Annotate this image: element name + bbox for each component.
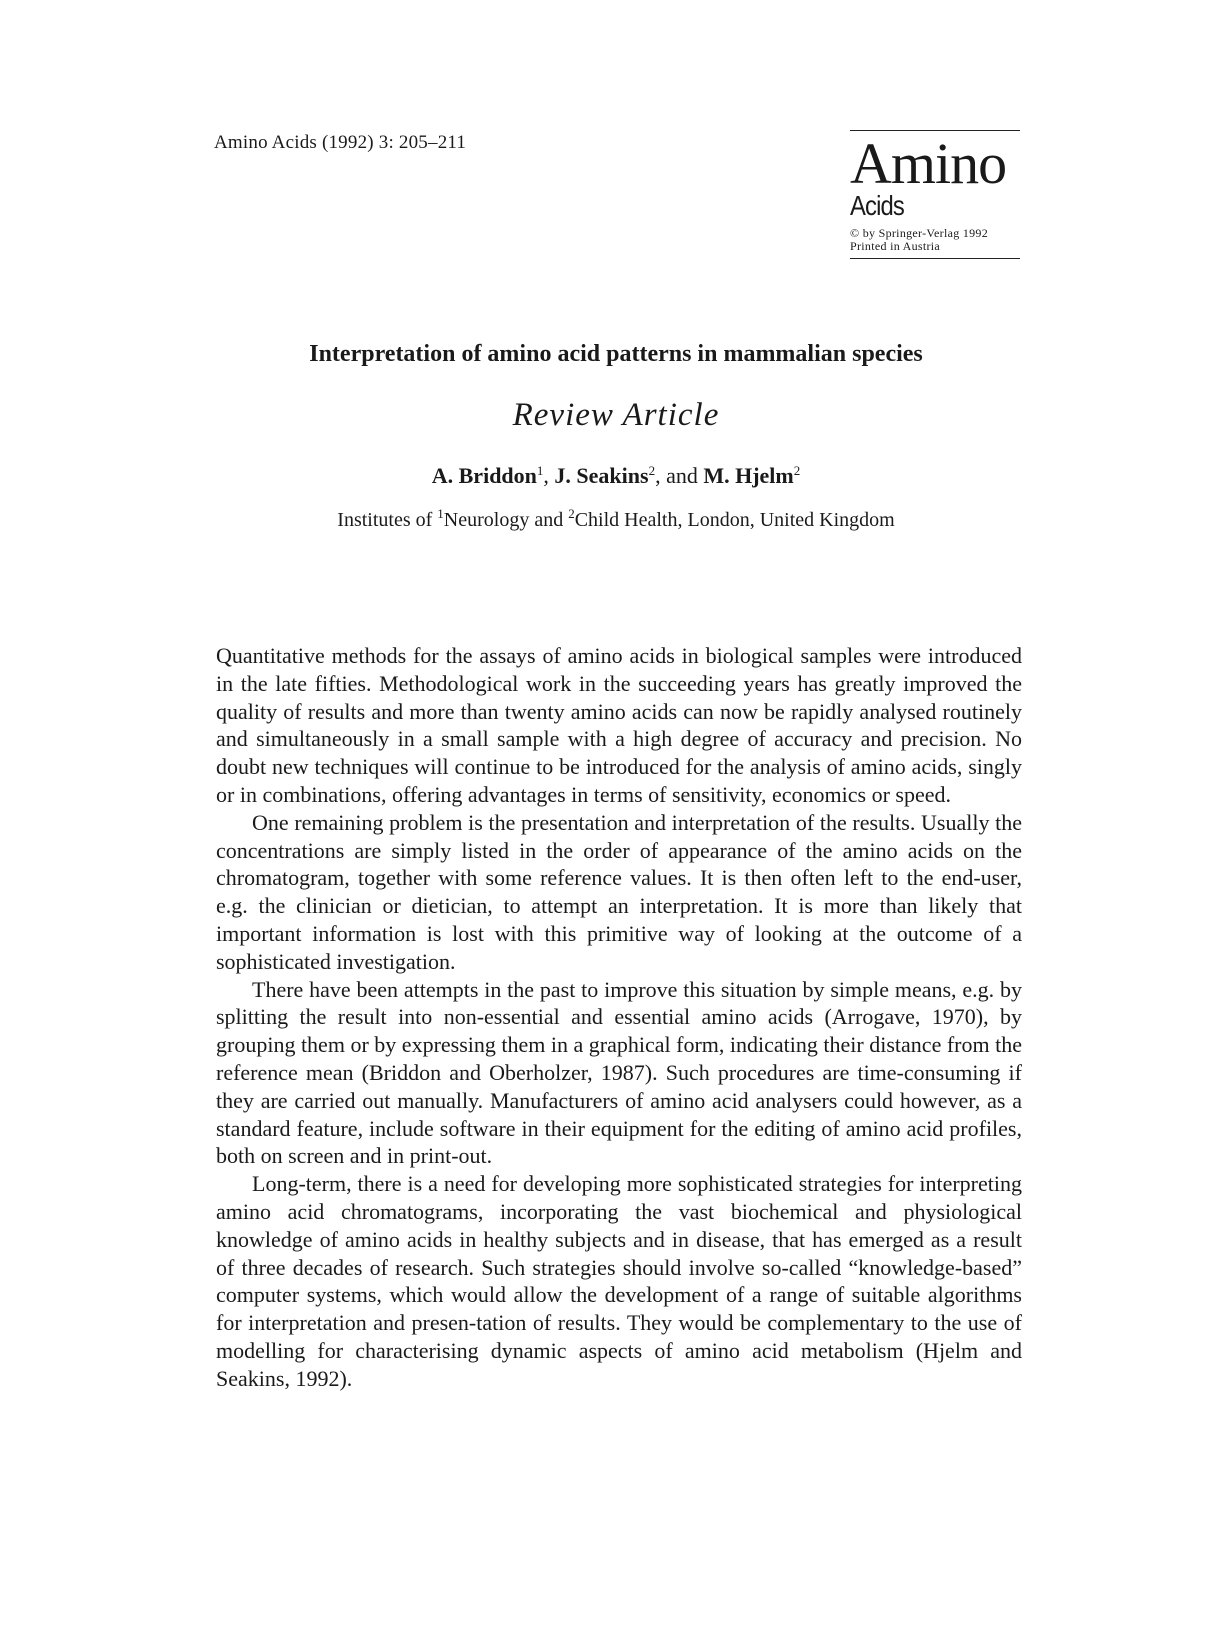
author-list xyxy=(0,463,1232,489)
body-paragraph: Quantitative methods for the assays of amino acids in biological samples were introduced in the late fifties. Methodological work in the succeeding years has greatly improved the quality of results and more than twenty amino acids can now be rapidly analysed routinely and simultaneously in a small sample with a high degree of accuracy and precision. No doubt new techniques will continue to be introduced for the analysis of amino acids, singly or in combinations, offering advantages in terms of sensitivity, economics or speed. xyxy=(216,643,1022,807)
author-separator: , and xyxy=(655,463,704,488)
affiliation-prefix: Institutes of xyxy=(337,509,438,531)
body-paragraph: Long-term, there is a need for developing more sophisticated strategies for interpreting amino acid chromatograms, incorporating the vast biochemical and physiological knowledge of amino acids in healthy subjects and in disease, that has emerged as a result of three decades of research. Such strategies should involve so-called “knowledge-based” computer systems, which would allow the development of a range of suitable algorithms for interpretation and presen-tation of results. They would be complementary to the use of modelling for characterising dynamic aspects of amino acid metabolism (Hjelm and Seakins, 1992). xyxy=(216,1171,1022,1391)
author-affiliation-mark: 2 xyxy=(793,463,801,478)
affiliation-part: Neurology and xyxy=(443,509,569,531)
author-affiliation-mark: 2 xyxy=(648,463,656,478)
printed-line: Printed in Austria xyxy=(850,239,941,253)
copyright-line: © by Springer-Verlag 1992 xyxy=(850,226,989,240)
body-paragraph: There have been attempts in the past to improve this situation by simple means, e.g. by splitting the result into non-essential and essential amino acids (Arrogave, 1970), by grouping them or by expressing them in a graphical form, indicating their distance from the reference mean (Briddon and Oberholzer, 1987). Such procedures are time-consuming if they are carried out manually. Manufacturers of amino acid analysers could however, as a standard feature, include software in their equipment for the editing of amino acid profiles, both on screen and in print-out. xyxy=(216,976,1022,1169)
affiliation xyxy=(0,506,1232,532)
affiliation-part: Child Health, London, United Kingdom xyxy=(574,509,895,531)
article-body xyxy=(216,642,1022,1393)
author-affiliation-mark: 1 xyxy=(536,463,544,478)
journal-name: Amino xyxy=(850,131,1007,196)
author-name: J. Seakins xyxy=(554,463,649,488)
article-title: Interpretation of amino acid patterns in mammalian species xyxy=(309,341,923,367)
author-name: M. Hjelm xyxy=(703,463,794,488)
author-name: A. Briddon xyxy=(431,463,537,488)
body-paragraph: One remaining problem is the presentation and interpretation of the results. Usually the concentrations are simply listed in the order of appearance of the amino acids on the chromatogram, together with some reference values. It is then often left to the end-user, e.g. the clinician or dietician, to attempt an interpretation. It is more than likely that important information is lost with this primitive way of looking at the outcome of a sophisticated investigation. xyxy=(216,809,1022,974)
journal-logo-box xyxy=(850,130,1020,259)
affiliation-mark: 2 xyxy=(568,506,575,521)
affiliation-mark: 1 xyxy=(437,506,444,521)
article-type: Review Article xyxy=(512,397,720,433)
journal-citation: Amino Acids (1992) 3: 205–211 xyxy=(214,132,467,153)
journal-subname: Acids xyxy=(850,190,904,221)
author-separator: , xyxy=(543,463,555,488)
